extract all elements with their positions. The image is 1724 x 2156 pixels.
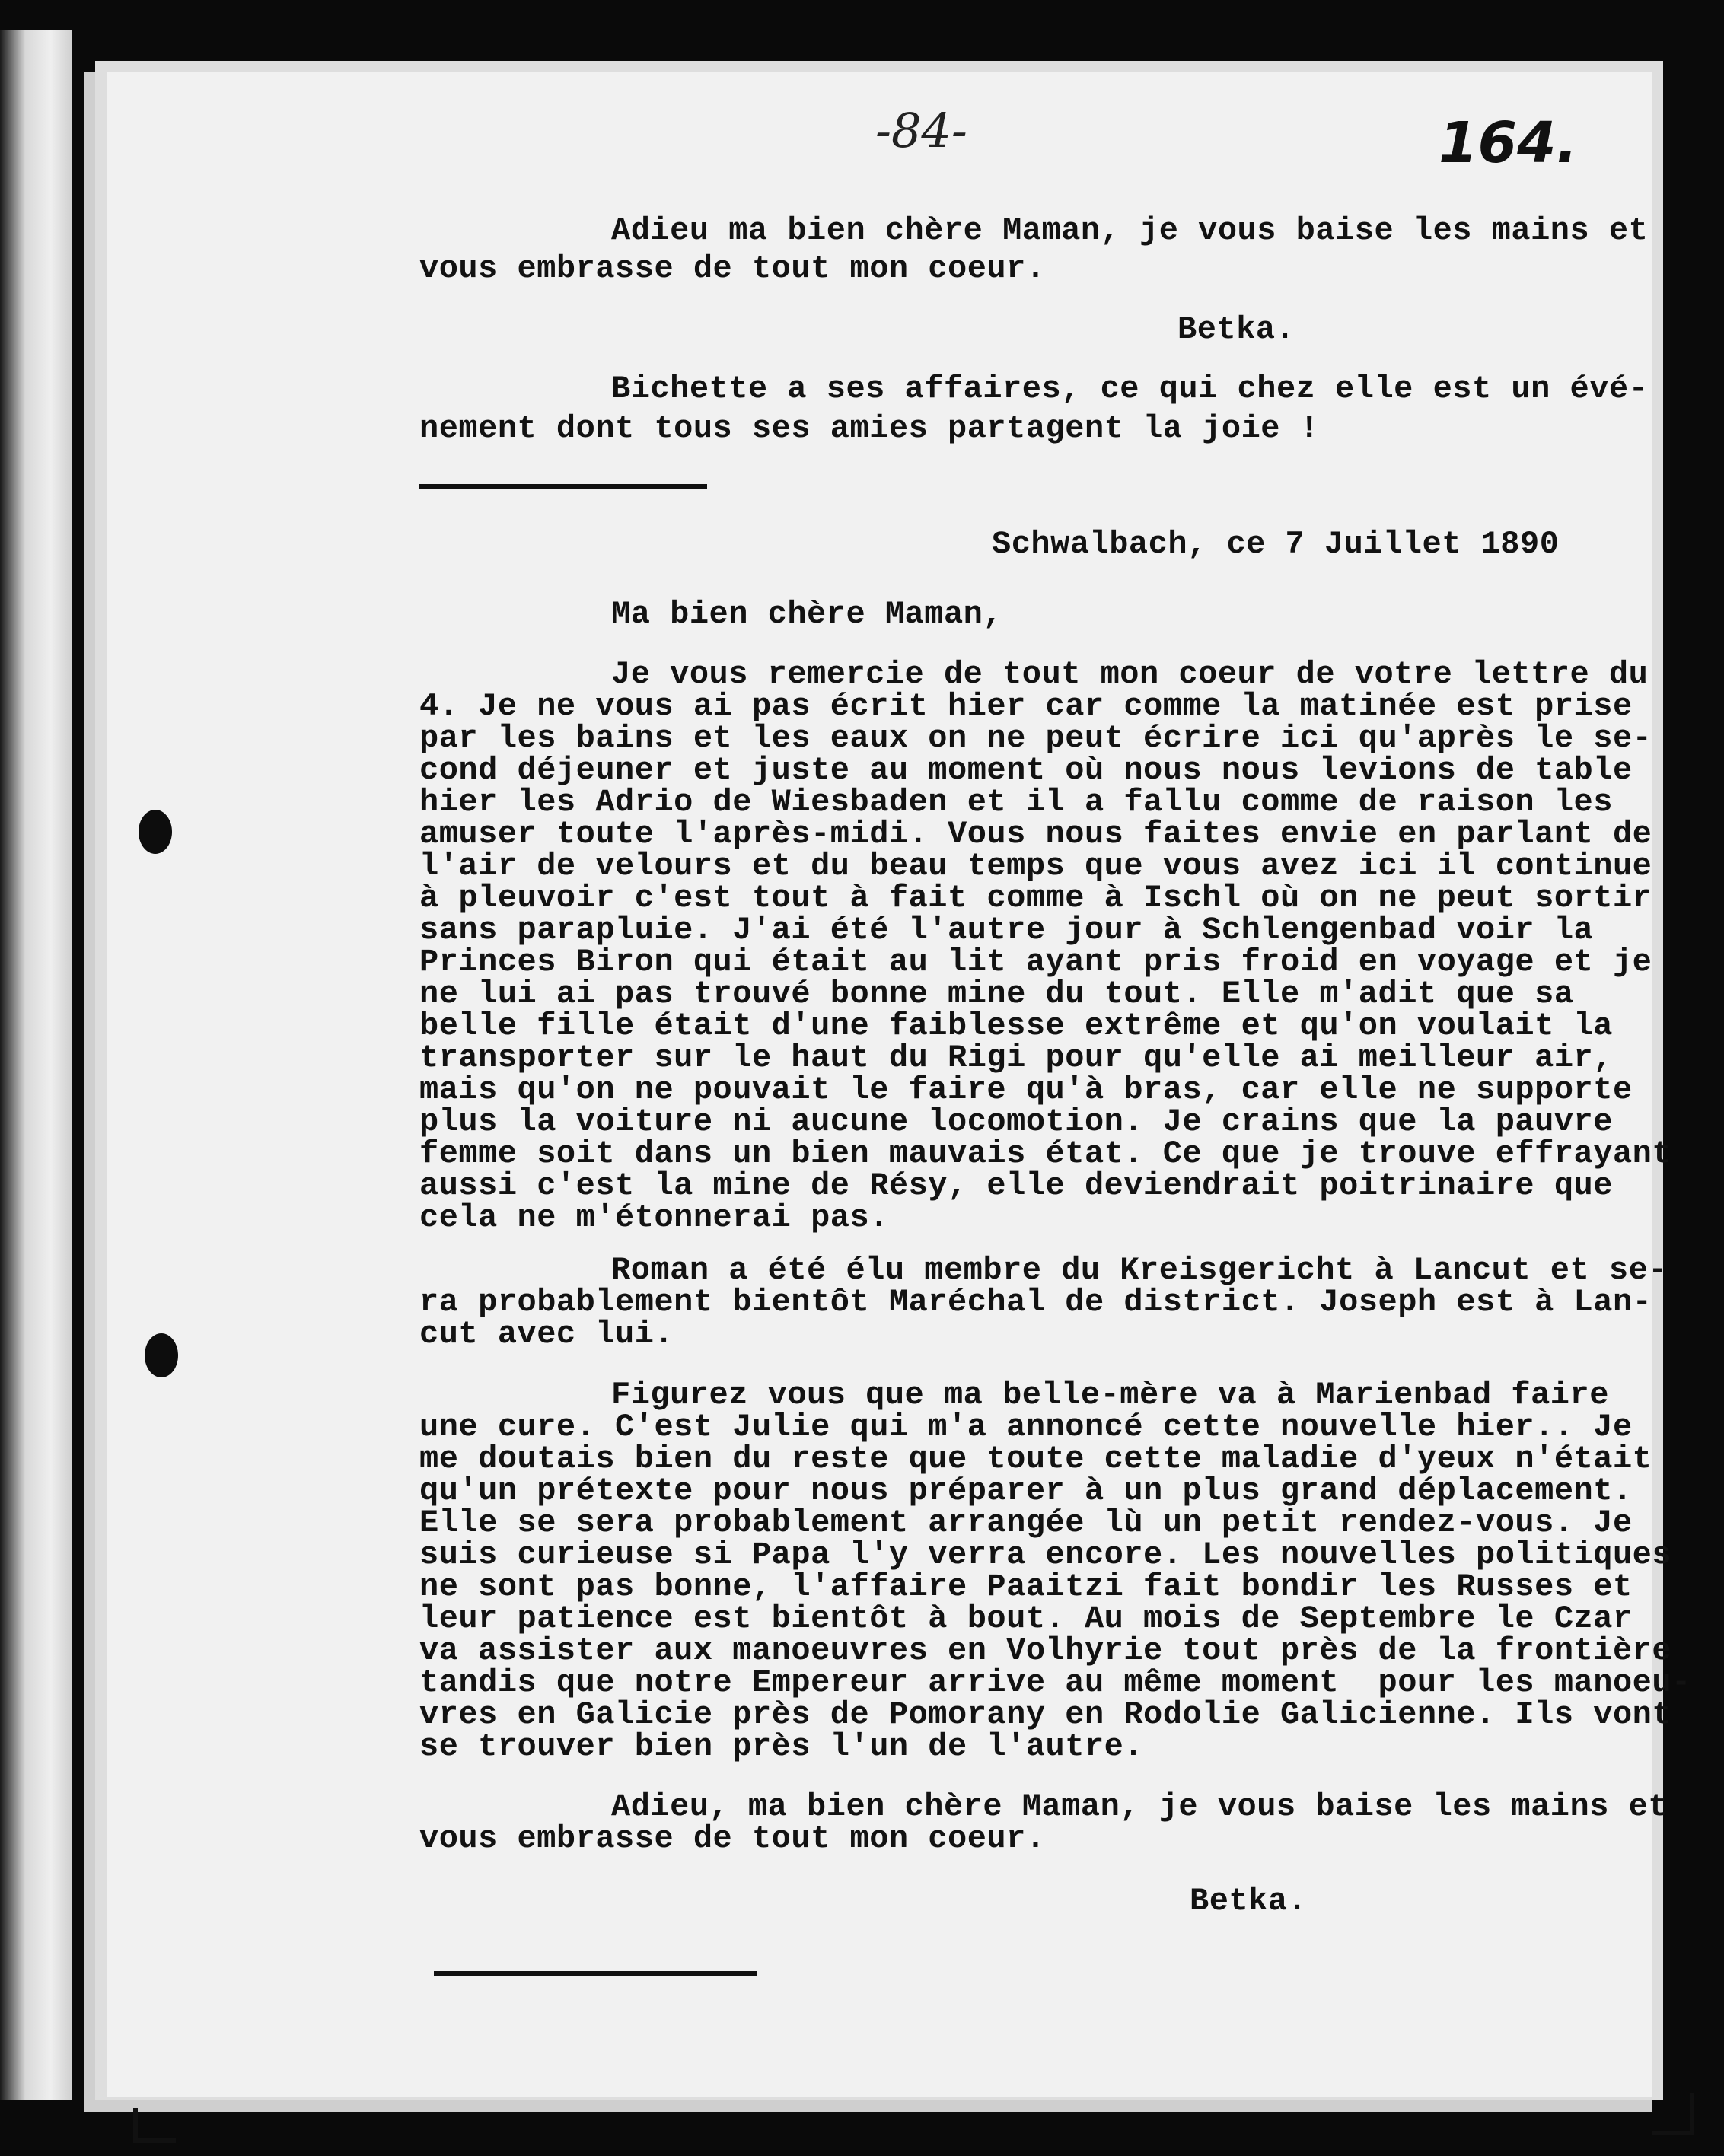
text-line: Bichette a ses affaires, ce qui chez elle est un évé- xyxy=(611,371,1649,407)
text-line: par les bains et les eaux on ne peut écrire ici qu'après le se- xyxy=(419,720,1652,756)
text-line: à pleuvoir c'est tout à fait comme à Ischl où on ne peut sortir xyxy=(419,880,1652,916)
folio-number: 164. xyxy=(1439,110,1578,176)
text-line: sans parapluie. J'ai été l'autre jour à Schlengenbad voir la xyxy=(419,912,1594,948)
text-line: qu'un prétexte pour nous préparer à un plus grand déplacement. xyxy=(419,1473,1633,1509)
salutation: Ma bien chère Maman, xyxy=(611,596,1003,632)
text-line: Roman a été élu membre du Kreisgericht à Lancut et se- xyxy=(611,1252,1668,1288)
text-line: ne sont pas bonne, l'affaire Paaitzi fait bondir les Russes et xyxy=(419,1568,1633,1605)
text-line: ra probablement bientôt Maréchal de district. Joseph est à Lan- xyxy=(419,1284,1652,1320)
signature-line: Betka. xyxy=(1177,311,1295,348)
text-line: l'air de velours et du beau temps que vous avez ici il continue xyxy=(419,848,1652,884)
text-line: ne lui ai pas trouvé bonne mine du tout. Elle m'adit que sa xyxy=(419,976,1574,1012)
text-line: cela ne m'étonnerai pas. xyxy=(419,1199,889,1236)
text-line: plus la voiture ni aucune locomotion. Je crains que la pauvre xyxy=(419,1103,1613,1140)
text-line: nement dont tous ses amies partagent la joie ! xyxy=(419,410,1320,447)
text-line: suis curieuse si Papa l'y verra encore. Les nouvelles politiques xyxy=(419,1537,1672,1573)
text-line: amuser toute l'après-midi. Vous nous faites envie en parlant de xyxy=(419,816,1652,852)
text-line: une cure. C'est Julie qui m'a annoncé cette nouvelle hier.. Je xyxy=(419,1409,1633,1445)
text-line: me doutais bien du reste que toute cette maladie d'yeux n'était xyxy=(419,1441,1652,1477)
text-line: vous embrasse de tout mon coeur. xyxy=(419,1820,1046,1857)
text-line: vres en Galicie près de Pomorany en Rodolie Galicienne. Ils vont xyxy=(419,1696,1672,1733)
text-line: Elle se sera probablement arrangée lù un petit rendez-vous. Je xyxy=(419,1505,1633,1541)
text-line: Figurez vous que ma belle-mère va à Marienbad faire xyxy=(611,1377,1609,1413)
separator-rule xyxy=(419,484,707,489)
text-line: mais qu'on ne pouvait le faire qu'à bras, car elle ne supporte xyxy=(419,1072,1633,1108)
text-line: transporter sur le haut du Rigi pour qu'elle ai meilleur air, xyxy=(419,1040,1613,1076)
text-line: se trouver bien près l'un de l'autre. xyxy=(419,1728,1144,1765)
pencil-page-number: -84- xyxy=(875,103,967,158)
text-line: vous embrasse de tout mon coeur. xyxy=(419,250,1046,287)
text-line: leur patience est bientôt à bout. Au mois de Septembre le Czar xyxy=(419,1600,1633,1637)
text-line: Je vous remercie de tout mon coeur de votre lettre du xyxy=(611,656,1649,693)
punch-hole xyxy=(139,810,172,854)
text-line: Adieu, ma bien chère Maman, je vous baise les mains et xyxy=(611,1788,1668,1825)
text-line: cond déjeuner et juste au moment où nous nous levions de table xyxy=(419,752,1633,788)
signature-line: Betka. xyxy=(1190,1883,1308,1919)
crop-mark xyxy=(1652,2093,1694,2135)
crop-mark xyxy=(133,2108,176,2143)
text-line: 4. Je ne vous ai pas écrit hier car comme la matinée est prise xyxy=(419,688,1633,725)
text-line: hier les Adrio de Wiesbaden et il a fallu comme de raison les xyxy=(419,784,1613,820)
text-line: aussi c'est la mine de Résy, elle deviendrait poitrinaire que xyxy=(419,1167,1613,1204)
text-line: belle fille était d'une faiblesse extrême et qu'on voulait la xyxy=(419,1008,1613,1044)
punch-hole xyxy=(145,1333,178,1377)
text-line: Princes Biron qui était au lit ayant pris froid en voyage et je xyxy=(419,944,1652,980)
text-line: Adieu ma bien chère Maman, je vous baise les mains et xyxy=(611,212,1649,249)
text-line: tandis que notre Empereur arrive au même moment pour les manoeu- xyxy=(419,1664,1691,1701)
adjacent-page-edge xyxy=(0,30,72,2100)
text-line: cut avec lui. xyxy=(419,1316,674,1352)
text-line: femme soit dans un bien mauvais état. Ce que je trouve effrayant xyxy=(419,1135,1672,1172)
dateline: Schwalbach, ce 7 Juillet 1890 xyxy=(992,526,1560,562)
text-line: va assister aux manoeuvres en Volhyrie tout près de la frontière xyxy=(419,1632,1672,1669)
separator-rule xyxy=(434,1971,757,1976)
